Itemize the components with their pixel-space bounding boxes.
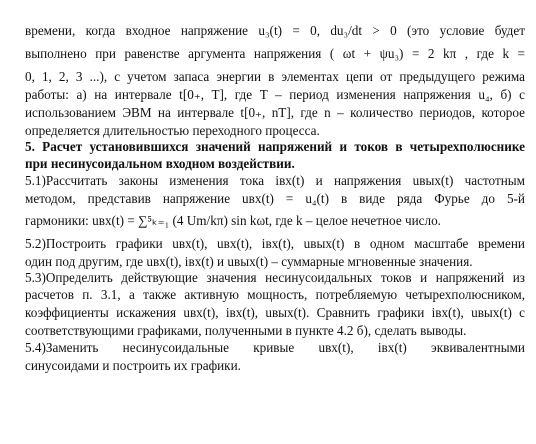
item-5-3-line: расчетов п. 3.1, а также активную мощность, потребляемую четырехполюсником, bbox=[25, 287, 525, 302]
item-5-1-line: гармоники: uвх(t) = ∑⁵ₖ₌₁ (4 Um/kπ) sin kωt, где k – целое нечетное число. bbox=[25, 213, 441, 228]
item-5-2-line: 5.2)Построить графики uвх(t), uвх(t), iвх(t), uвых(t) в одном масштабе времени bbox=[25, 236, 525, 251]
item-5-3-line: коэффициенты искажения uвх(t), iвх(t), uвых(t). Сравнить графики iвх(t), uвых(t) с bbox=[25, 305, 525, 320]
section-heading: при несинусоидальном входном воздействии. bbox=[25, 156, 295, 171]
item-5-1-line: 5.1)Рассчитать законы изменения тока iвх(t) и напряжения uвых(t) частотным bbox=[25, 173, 525, 188]
item-5-3-line: 5.3)Определить действующие значения несинусоидальных токов и напряжений из bbox=[25, 270, 525, 285]
paragraph-line: использованием ЭВМ на интервале t[0₊, nT], где n – количество периодов, которое bbox=[25, 105, 525, 120]
paragraph-line: времени, когда входное напряжение u₃(t) = 0, du₃/dt > 0 (это условие будет bbox=[25, 23, 525, 38]
item-5-4-line: 5.4)Заменить несинусоидальные кривые uвх(t), iвх(t) эквивалентными bbox=[25, 340, 525, 355]
paragraph-line: 0, 1, 2, 3 ...), с учетом запаса энергии в элементах цепи от предыдущего режима bbox=[25, 69, 525, 84]
paragraph-line: выполнено при равенстве аргумента напряжения ( ωt + ψu₃) = 2 kπ , где k = bbox=[25, 46, 525, 61]
item-5-2-line: один под другим, где uвх(t), iвх(t) и uвых(t) – суммарные мгновенные значения. bbox=[25, 254, 473, 269]
item-5-1-line: методом, представив напряжение uвх(t) = u₄(t) в виде ряда Фурье до 5-й bbox=[25, 191, 525, 206]
paragraph-line: работы: а) на интервале t[0₊, T], где T – период изменения напряжения u₄, б) с bbox=[25, 87, 525, 102]
section-heading: 5. Расчет установившихся значений напряжений и токов в четырехполюснике bbox=[25, 139, 525, 154]
item-5-4-line: синусоидами и построить их графики. bbox=[25, 358, 241, 373]
item-5-3-line: соответствующими графиками, полученными в пункте 4.2 б), сделать выводы. bbox=[25, 323, 467, 338]
paragraph-line: определяется длительностью переходного процесса. bbox=[25, 123, 320, 138]
